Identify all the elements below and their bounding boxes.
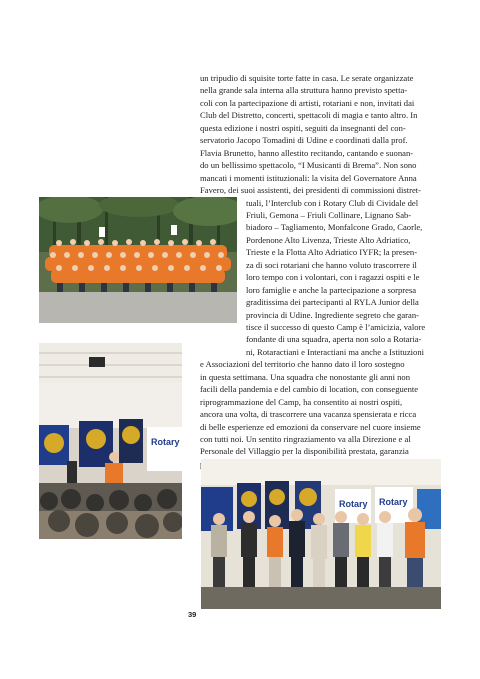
article-line: di belle esperienze ed emozioni da conservare nel cuore insieme [200,421,421,432]
article-line: ancora una volta, di trascorrere una vacanza spensierata e ricca [200,409,417,420]
article-line: in questa settimana. Una squadra che nonostante gli anni non [200,371,411,382]
article-line: loro famiglie e anche la partecipazione a sorpresa [246,284,417,295]
ceremony-photo [201,459,441,609]
article-line: facili della pandemia e del cambio di location, con conseguente [200,384,419,395]
article-line: Club del Distretto, concerti, spettacoli di magia e tanto altro. In [200,110,418,121]
article-line: Friuli, Gemona – Friuli Collinare, Lignano Sab- [246,209,412,220]
article-line: Trieste e la Flotta Alto Adriatico IYFR; la presen- [246,247,418,258]
article-line: graditissima dei partecipanti al RYLA Junior della [246,297,419,308]
ceremony-banner-text-1: Rotary [339,499,368,509]
article-line: loro tempo con i volontari, con i ragazzi ospiti e le [246,272,420,283]
article-line: tuali, l’Interclub con i Rotary Club di Cividale del [246,197,419,208]
article-line: za di soci rotariani che hanno voluto trascorrere il [246,259,417,270]
article-line: coli con la partecipazione di artisti, rotariani e non, invitati dai [200,97,415,108]
article-line: mancati i momenti istituzionali: la visita del Governatore Anna [200,172,417,183]
article-line: Personale del Villaggio per la disponibilità prestata, garanzia [200,446,409,457]
article-line: nella grande sala interna alla struttura hanno previsto spetta- [200,85,408,96]
article-line: do un bellissimo spettacolo, “I Musicanti di Brema”. Non sono [200,160,417,171]
stage-banner-text: Rotary [151,437,180,447]
article-line: biadoro – Tagliamento, Monfalcone Grado, Caorle, [246,222,423,233]
article-line: fondante di una squadra, aperta non solo a Rotaria- [246,334,422,345]
article-line: un tripudio di squisite torte fatte in casa. Le serate organizzate [200,73,414,83]
article-line: riprogrammazione del Camp, ha consentito ai nostri ospiti, [200,396,403,407]
stage-photo [39,343,182,539]
page-number: 39 [188,610,197,619]
article-line: Pordenone Alto Livenza, Trieste Alto Adriatico, [246,234,411,245]
article-line: questa edizione i nostri ospiti, seguiti da insegnanti del con- [200,122,406,133]
article-line: ni, Rotaractiani e Interactiani ma anche a Istituzioni [246,346,425,357]
article-line: servatorio Jacopo Tomadini di Udine e coordinati dalla prof. [200,135,408,146]
article-line: tisce il successo di questo Camp è l’amicizia, valore [246,322,426,332]
group-photo [39,197,237,323]
ceremony-banner-text-2: Rotary [379,497,408,507]
article-line: e Associazioni del territorio che hanno dato il loro sostegno [200,359,405,370]
article-line: provincia di Udine. Ingrediente segreto che garan- [246,309,419,320]
article-line: con tutti noi. Un sentito ringraziamento va alla Direzione e al [200,434,411,444]
article-line: Favero, dei suoi assistenti, dei presidenti di commissioni distret- [200,185,422,196]
article-line: Flavia Brunetto, hanno allestito recitando, cantando e suonan- [200,147,414,158]
